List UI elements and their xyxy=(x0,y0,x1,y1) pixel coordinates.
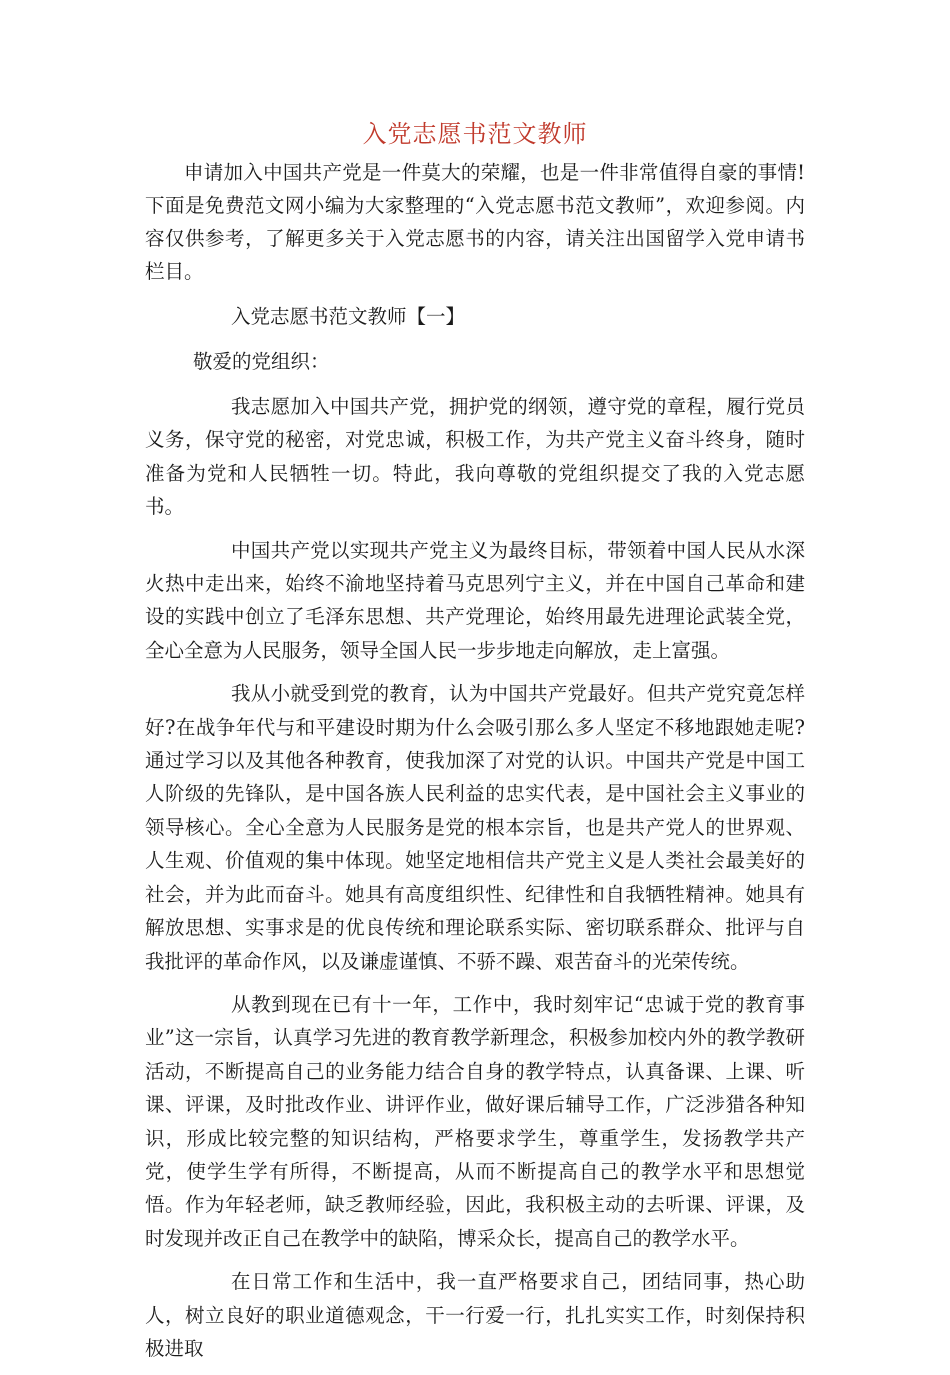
body-paragraph-3: 我从小就受到党的教育，认为中国共产党最好。但共产党究竟怎样好?在战争年代与和平建设时期为什么会吸引那么多人坚定不移地跟她走呢?通过学习以及其他各种教育，使我加深了对党的认识。中国共产党是中国工人阶级的先锋队，是中国各族人民利益的忠实代表，是中国社会主义事业的领导核心。全心全意为人民服务是党的根本宗旨，也是共产党人的世界观、人生观、价值观的集中体现。她坚定地相信共产党主义是人类社会最美好的社会，并为此而奋斗。她具有高度组织性、纪律性和自我牺牲精神。她具有解放思想、实事求是的优良传统和理论联系实际、密切联系群众、批评与自我批评的革命作风，以及谦虚谨慎、不骄不躁、艰苦奋斗的光荣传统。 xyxy=(145,682,805,973)
body-paragraph-5: 在日常工作和生活中，我一直严格要求自己，团结同事，热心助人，树立良好的职业道德观念，干一行爱一行，扎扎实实工作，时刻保持积极进取 xyxy=(145,1270,805,1360)
salutation: 敬爱的党组织： xyxy=(193,350,330,373)
intro-paragraph: 申请加入中国共产党是一件莫大的荣耀，也是一件非常值得自豪的事情!下面是免费范文网小编为大家整理的“入党志愿书范文教师”，欢迎参阅。内容仅供参考，了解更多关于入党志愿书的内容，请关注出国留学入党申请书栏目。 xyxy=(145,161,805,283)
section-heading: 入党志愿书范文教师【一】 xyxy=(231,305,466,328)
document-body xyxy=(145,112,805,1375)
body-paragraph-2: 中国共产党以实现共产党主义为最终目标，带领着中国人民从水深火热中走出来，始终不渝地坚持着马克思列宁主义，并在中国自己革命和建设的实践中创立了毛泽东思想、共产党理论，始终用最先进理论武装全党，全心全意为人民服务，领导全国人民一步步地走向解放，走上富强。 xyxy=(145,538,805,662)
document-title: 入党志愿书范文教师 xyxy=(362,120,588,148)
body-paragraph-4: 从教到现在已有十一年，工作中，我时刻牢记“忠诚于党的教育事业”这一宗旨，认真学习先进的教育教学新理念，积极参加校内外的教学教研活动，不断提高自己的业务能力结合自身的教学特点，认真备课、上课、听课、评课，及时批改作业、讲评作业，做好课后辅导工作，广泛涉猎各种知识，形成比较完整的知识结构，严格要求学生，尊重学生，发扬教学共产党，使学生学有所得，不断提高，从而不断提高自己的教学水平和思想觉悟。作为年轻老师，缺乏教师经验，因此，我积极主动的去听课、评课，及时发现并改正自己在教学中的缺陷，博采众长，提高自己的教学水平。 xyxy=(145,992,805,1250)
body-paragraph-1: 我志愿加入中国共产党，拥护党的纲领，遵守党的章程，履行党员义务，保守党的秘密，对党忠诚，积极工作，为共产党主义奋斗终身，随时准备为党和人民牺牲一切。特此，我向尊敬的党组织提交了我的入党志愿书。 xyxy=(145,395,805,519)
